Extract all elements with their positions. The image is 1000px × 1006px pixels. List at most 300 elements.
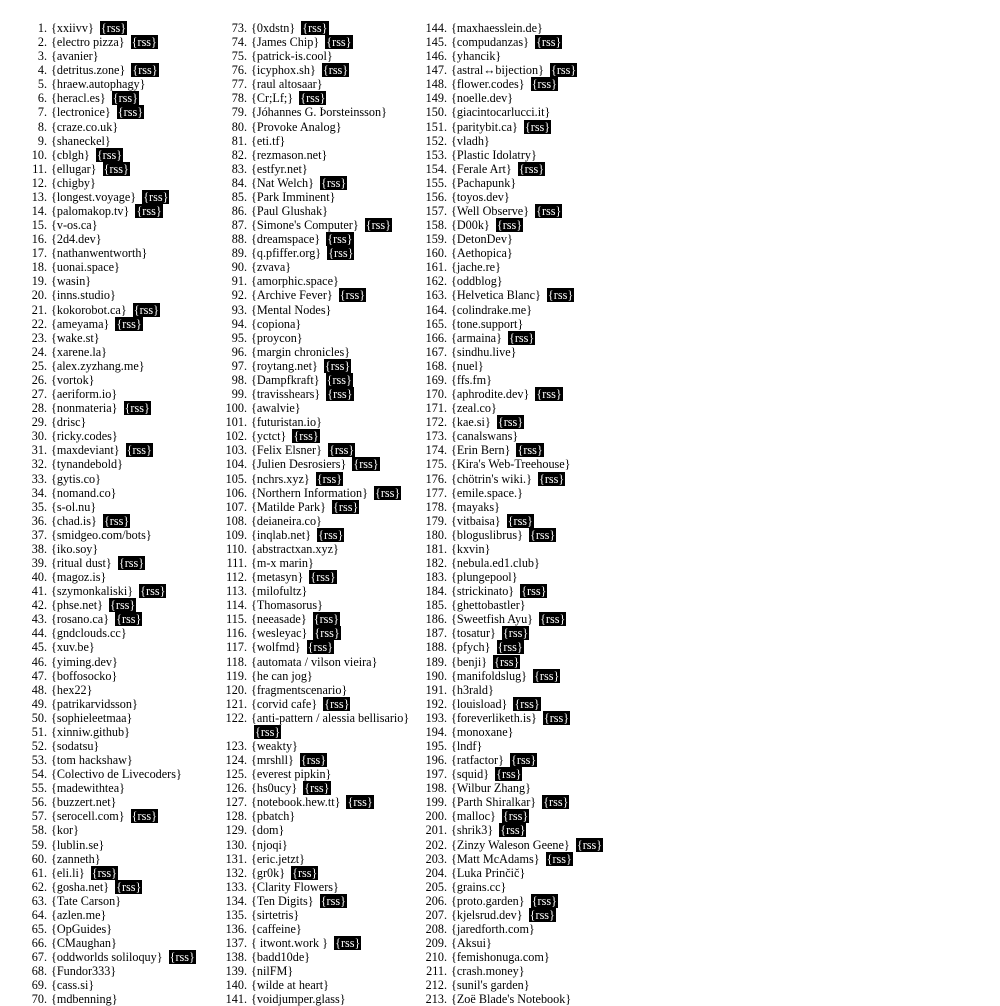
site-link[interactable]: {Wilbur Zhang} [451, 781, 531, 796]
rss-link[interactable]: {rss} [511, 753, 537, 768]
site-link[interactable]: {electro pizza} [51, 35, 125, 50]
site-link[interactable]: {Archive Fever} [251, 288, 333, 303]
site-link[interactable]: {automata / vilson vieira} [251, 654, 378, 669]
rss-link[interactable]: {rss} [131, 35, 157, 50]
rss-link[interactable]: {rss} [328, 246, 354, 261]
rss-link[interactable]: {rss} [375, 485, 401, 500]
site-link[interactable]: {manifoldslug} [451, 668, 528, 683]
site-link[interactable]: {compudanzas} [451, 35, 530, 50]
rss-link[interactable]: {rss} [524, 119, 551, 134]
site-link[interactable]: {metasyn} [251, 570, 304, 585]
site-link[interactable]: {strickinato} [451, 584, 515, 599]
rss-link[interactable]: {rss} [117, 105, 144, 120]
site-link[interactable]: {Helvetica Blanc} [451, 288, 541, 303]
site-link[interactable]: {oddblog} [451, 274, 503, 289]
rss-link[interactable]: {rss} [530, 527, 556, 542]
site-link[interactable]: {kae.si} [451, 415, 491, 430]
site-link[interactable]: {Plastic Idolatry} [451, 147, 537, 162]
rss-link[interactable]: {rss} [507, 513, 533, 528]
site-link[interactable]: {ricky.codes} [51, 429, 118, 444]
site-link[interactable]: {badd10de} [251, 950, 311, 965]
rss-link[interactable]: {rss} [538, 471, 565, 486]
site-link[interactable]: {weakty} [251, 738, 298, 753]
site-link[interactable]: {Tate Carson} [51, 893, 122, 908]
site-link[interactable]: {Paul Glushak} [251, 204, 329, 219]
rss-link[interactable]: {rss} [112, 91, 138, 106]
site-link[interactable]: {benji} [451, 654, 488, 669]
site-link[interactable]: {eric.jetzt} [251, 851, 305, 866]
site-link[interactable]: {Kira's Web-Treehouse} [451, 457, 571, 472]
rss-link[interactable]: {rss} [497, 640, 523, 655]
site-link[interactable]: {aeriform.io} [51, 387, 118, 402]
site-link[interactable]: {kokorobot.ca} [51, 302, 127, 317]
site-link[interactable]: {rezmason.net} [251, 147, 328, 162]
rss-link[interactable]: {rss} [293, 429, 319, 444]
rss-link[interactable]: {rss} [531, 893, 557, 908]
rss-link[interactable]: {rss} [540, 612, 566, 627]
site-link[interactable]: {xuv.be} [51, 640, 95, 655]
site-link[interactable]: {anti-pattern / alessia bellisario} [251, 710, 410, 725]
site-link[interactable]: {phse.net} [51, 598, 103, 613]
rss-link[interactable]: {rss} [531, 77, 557, 92]
site-link[interactable]: {madewithtea} [51, 781, 125, 796]
site-link[interactable]: {h3rald} [451, 682, 494, 697]
site-link[interactable]: {sirtetris} [251, 907, 300, 922]
site-link[interactable]: {alex.zyzhang.me} [51, 358, 145, 373]
site-link[interactable]: {deianeira.co} [251, 513, 322, 528]
list-item [220, 612, 426, 626]
site-link[interactable]: {Thomasorus} [251, 598, 323, 613]
site-link[interactable]: {roytang.net} [251, 358, 318, 373]
rss-link[interactable]: {rss} [143, 189, 169, 204]
rss-link[interactable]: {rss} [494, 654, 520, 669]
site-link[interactable]: {neeasade} [251, 612, 307, 627]
rss-link[interactable]: {rss} [316, 471, 343, 486]
site-link[interactable]: {travisshears} [251, 387, 321, 402]
site-link[interactable]: {Pachapunk} [451, 175, 517, 190]
site-link[interactable]: {proto.garden} [451, 893, 525, 908]
site-link[interactable]: {vortok} [51, 372, 95, 387]
site-link[interactable]: {ellugar} [51, 161, 97, 176]
site-link[interactable]: {kjelsrud.dev} [451, 907, 523, 922]
site-link[interactable]: {patrikarvidsson} [51, 696, 138, 711]
site-link[interactable]: {femishonuga.com} [451, 950, 550, 965]
site-link[interactable]: {Erin Bern} [451, 443, 511, 458]
site-link[interactable]: {kxvin} [451, 541, 491, 556]
rss-link[interactable]: {rss} [96, 147, 123, 162]
site-link[interactable]: {drisc} [51, 415, 87, 430]
site-link[interactable]: {amorphic.space} [251, 274, 339, 289]
site-link[interactable]: {ameyama} [51, 316, 110, 331]
site-link[interactable]: {nomand.co} [51, 485, 117, 500]
site-link[interactable]: {gr0k} [251, 865, 286, 880]
site-link[interactable]: {nathanwentworth} [51, 246, 148, 261]
site-link[interactable]: {pfych} [451, 640, 491, 655]
site-link[interactable]: {cass.si} [51, 978, 95, 993]
site-link[interactable]: {pbatch} [251, 809, 296, 824]
site-link[interactable]: {lublin.se} [51, 837, 105, 852]
site-link[interactable]: {zeal.co} [451, 401, 497, 416]
site-link[interactable]: {ritual dust} [51, 555, 112, 570]
rss-link[interactable]: {rss} [324, 696, 350, 711]
site-link[interactable]: {DetonDev} [451, 232, 513, 247]
site-link[interactable]: {Fundor333} [51, 964, 117, 979]
rss-link[interactable]: {rss} [321, 175, 347, 190]
site-link[interactable]: {CMaughan} [51, 936, 117, 951]
rss-link[interactable]: {rss} [136, 204, 162, 219]
rss-link[interactable]: {rss} [324, 358, 351, 373]
site-link[interactable]: {patrick-is.cool} [251, 49, 333, 64]
site-link[interactable]: {wolfmd} [251, 640, 301, 655]
rss-link[interactable]: {rss} [322, 63, 349, 78]
site-link[interactable]: {xxiivv} [51, 21, 94, 35]
site-link[interactable]: {everest pipkin} [251, 767, 332, 782]
site-link[interactable]: {Aksui} [451, 936, 492, 951]
site-link[interactable]: {Mental Nodes} [251, 302, 332, 317]
site-link[interactable]: {flower.codes} [451, 77, 525, 92]
site-link[interactable]: {Parth Shiralkar} [451, 795, 537, 810]
site-link[interactable]: {wilde at heart} [251, 978, 330, 993]
site-link[interactable]: {awalvie} [251, 401, 301, 416]
site-link[interactable]: {oddworlds soliloquy} [51, 950, 163, 965]
site-link[interactable]: {nonmateria} [51, 401, 118, 416]
site-link[interactable]: {monoxane} [451, 724, 514, 739]
site-link[interactable]: {kor} [51, 823, 79, 838]
site-link[interactable]: {tom hackshaw} [51, 753, 133, 768]
site-link[interactable]: {avanier} [51, 49, 99, 64]
rss-link[interactable]: {rss} [140, 584, 166, 599]
site-link[interactable]: {magoz.is} [51, 570, 107, 585]
site-link[interactable]: {inns.studio} [51, 288, 116, 303]
site-link[interactable]: {maxhaesslein.de} [451, 21, 543, 35]
site-link[interactable]: {buzzert.net} [51, 795, 117, 810]
item-number: 180. [425, 527, 447, 542]
site-link[interactable]: {proycon} [251, 330, 303, 345]
rss-link[interactable]: {rss} [302, 21, 328, 35]
site-link[interactable]: {Matilde Park} [251, 499, 326, 514]
rss-link[interactable]: {rss} [543, 795, 569, 810]
site-link[interactable]: {plungepool} [451, 570, 518, 585]
site-link[interactable]: {squid} [451, 767, 490, 782]
rss-link[interactable]: {rss} [536, 35, 562, 50]
rss-link[interactable]: {rss} [110, 598, 136, 613]
site-link[interactable]: {wake.st} [51, 330, 100, 345]
site-link[interactable]: {sodatsu} [51, 738, 100, 753]
site-link[interactable]: {yctct} [251, 429, 287, 444]
site-link[interactable]: {lndf} [451, 738, 483, 753]
site-link[interactable]: {icyphox.sh} [251, 63, 316, 78]
site-link[interactable]: {nchrs.xyz} [251, 471, 310, 486]
site-link[interactable]: {q.pfiffer.org} [251, 246, 322, 261]
rss-link[interactable]: {rss} [328, 443, 355, 458]
site-link[interactable]: {Well Observe} [451, 204, 530, 219]
rss-link[interactable]: {rss} [521, 584, 547, 599]
rss-link[interactable]: {rss} [502, 809, 529, 824]
site-link[interactable]: {yiming.dev} [51, 654, 118, 669]
rss-link[interactable]: {rss} [347, 795, 373, 810]
site-link[interactable]: {Nat Welch} [251, 175, 314, 190]
site-link[interactable]: {eli.li} [51, 865, 85, 880]
site-link[interactable]: {Ferale Art} [451, 161, 512, 176]
site-link[interactable]: {chigby} [51, 175, 96, 190]
rss-link[interactable]: {rss} [502, 626, 529, 641]
item-body [447, 612, 566, 626]
rss-link[interactable]: {rss} [536, 204, 562, 219]
site-link[interactable]: {vitbaisa} [451, 513, 501, 528]
site-link[interactable]: {noelle.dev} [451, 91, 514, 106]
site-link[interactable]: {OpGuides} [51, 922, 113, 936]
rss-link[interactable]: {rss} [576, 837, 603, 852]
site-link[interactable]: {ratfactor} [451, 753, 504, 768]
site-link[interactable]: {copiona} [251, 316, 302, 331]
site-link[interactable]: {sindhu.live} [451, 344, 517, 359]
site-link[interactable]: {boffosocko} [51, 668, 118, 683]
site-link[interactable]: { itwont.work } [251, 936, 329, 951]
rss-link[interactable]: {rss} [550, 63, 577, 78]
site-link[interactable]: {hraew.autophagy} [51, 77, 146, 92]
rss-link[interactable]: {rss} [335, 936, 361, 951]
site-link[interactable]: {zvava} [251, 260, 292, 275]
site-link[interactable]: {shaneckel} [51, 133, 111, 148]
site-link[interactable]: {Felix Elsner} [251, 443, 322, 458]
site-link[interactable]: {gytis.co} [51, 471, 101, 486]
site-link[interactable]: {raul altosaar} [251, 77, 323, 92]
rss-link[interactable]: {rss} [91, 865, 117, 880]
rss-link[interactable]: {rss} [116, 612, 142, 627]
site-link[interactable]: {futuristan.io} [251, 415, 322, 430]
site-link[interactable]: {smidgeo.com/bots} [51, 527, 152, 542]
site-link[interactable]: {D00k} [451, 218, 490, 233]
rss-link[interactable]: {rss} [318, 527, 344, 542]
rss-link[interactable]: {rss} [327, 232, 353, 247]
rss-link[interactable]: {rss} [496, 218, 523, 233]
site-link[interactable]: {detritus.zone} [51, 63, 126, 78]
site-link[interactable]: {voidjumper.glass} [251, 992, 346, 1006]
rss-link[interactable]: {rss} [353, 457, 379, 472]
site-link[interactable]: {jaredforth.com} [451, 922, 535, 936]
site-link[interactable]: {bloguslibrus} [451, 527, 523, 542]
rss-link[interactable]: {rss} [116, 316, 142, 331]
site-link[interactable]: {mayaks} [451, 499, 500, 514]
site-link[interactable]: {njoqi} [251, 837, 288, 852]
site-link[interactable]: {chötrin's wiki.} [451, 471, 532, 486]
rss-link[interactable]: {rss} [131, 809, 157, 824]
site-link[interactable]: {tone.support} [451, 316, 524, 331]
site-link[interactable]: {Zinzy Waleson Geene} [451, 837, 570, 852]
site-link[interactable]: {giacintocarlucci.it} [451, 105, 551, 120]
site-link[interactable]: {serocell.com} [51, 809, 125, 824]
site-link[interactable]: {Dampfkraft} [251, 372, 320, 387]
site-link[interactable]: {armaina} [451, 330, 502, 345]
rss-link[interactable]: {rss} [536, 387, 562, 402]
rss-link[interactable]: {rss} [365, 218, 391, 233]
site-link[interactable]: {colindrake.me} [451, 302, 533, 317]
site-link[interactable]: {Sweetfish Ayu} [451, 612, 534, 627]
rss-link[interactable]: {rss} [304, 781, 330, 796]
site-link[interactable]: {yhancik} [451, 49, 502, 64]
rss-link[interactable]: {rss} [514, 696, 540, 711]
site-link[interactable]: {nilFM} [251, 964, 294, 979]
site-link[interactable]: {ghettobastler} [451, 598, 526, 613]
site-link[interactable]: {Clarity Flowers} [251, 879, 339, 894]
site-link[interactable]: {jache.re} [451, 260, 501, 275]
rss-link[interactable]: {rss} [496, 767, 522, 782]
rss-link[interactable]: {rss} [534, 668, 560, 683]
site-link[interactable]: {mdbenning} [51, 992, 118, 1006]
site-link[interactable]: {uonai.space} [51, 260, 120, 275]
rss-link[interactable]: {rss} [497, 415, 524, 430]
site-link[interactable]: {heracl.es} [51, 91, 106, 106]
rss-link[interactable]: {rss} [326, 372, 352, 387]
site-link[interactable]: {craze.co.uk} [51, 119, 119, 134]
site-link[interactable]: {grains.cc} [451, 879, 507, 894]
site-link[interactable]: {nuel} [451, 358, 484, 373]
site-link[interactable]: {Ten Digits} [251, 893, 314, 908]
rss-link[interactable]: {rss} [100, 21, 127, 35]
rss-link[interactable]: {rss} [333, 499, 359, 514]
rss-link[interactable]: {rss} [509, 330, 535, 345]
site-link[interactable]: {estfyr.net} [251, 161, 308, 176]
item-body [447, 232, 513, 246]
site-link[interactable]: {hex22} [51, 682, 93, 697]
rss-link[interactable]: {rss} [314, 626, 340, 641]
rss-link[interactable]: {rss} [546, 851, 572, 866]
site-link[interactable]: {zanneth} [51, 851, 101, 866]
rss-link[interactable]: {rss} [116, 879, 142, 894]
site-link[interactable]: {sophieleetmaa} [51, 710, 133, 725]
site-link[interactable]: {corvid cafe} [251, 696, 318, 711]
site-link[interactable]: {fragmentscenario} [251, 682, 348, 697]
rss-link[interactable]: {rss} [300, 753, 327, 768]
site-link[interactable]: {toyos.dev} [451, 189, 510, 204]
rss-link[interactable]: {rss} [320, 893, 346, 908]
site-link[interactable]: {astral↔bijection} [451, 63, 544, 78]
list-item [20, 640, 216, 654]
site-link[interactable]: {ffs.fm} [451, 372, 492, 387]
rss-link[interactable]: {rss} [126, 443, 152, 458]
rss-link[interactable]: {rss} [518, 161, 545, 176]
site-link[interactable]: {he can jog} [251, 668, 313, 683]
site-link[interactable]: {wasin} [51, 274, 92, 289]
rss-link[interactable]: {rss} [169, 950, 195, 965]
rss-link[interactable]: {rss} [300, 91, 326, 106]
site-link[interactable]: {v-os.ca} [51, 218, 98, 233]
site-link[interactable]: {cblgh} [51, 147, 90, 162]
rss-link[interactable]: {rss} [133, 302, 159, 317]
rss-link[interactable]: {rss} [103, 513, 130, 528]
rss-link[interactable]: {rss} [310, 570, 336, 585]
site-link[interactable]: {foreverliketh.is} [451, 710, 537, 725]
site-link[interactable]: {dom} [251, 823, 285, 838]
rss-link[interactable]: {rss} [292, 865, 318, 880]
rss-link[interactable]: {rss} [132, 63, 158, 78]
site-link[interactable]: {dreamspace} [251, 232, 321, 247]
site-link[interactable]: {notebook.hew.tt} [251, 795, 341, 810]
site-link[interactable]: {2d4.dev} [51, 232, 102, 247]
rss-link[interactable]: {rss} [124, 401, 150, 416]
rss-link[interactable]: {rss} [327, 387, 353, 402]
rss-link[interactable]: {rss} [255, 724, 281, 739]
site-link[interactable]: {Luka Prinčič} [451, 865, 526, 880]
site-link[interactable]: {malloc} [451, 809, 496, 824]
site-link[interactable]: {palomakop.tv} [51, 204, 130, 219]
site-link[interactable]: {aphrodite.dev} [451, 387, 530, 402]
site-link[interactable]: {Matt McAdams} [451, 851, 540, 866]
site-link[interactable]: {caffeine} [251, 922, 302, 936]
rss-link[interactable]: {rss} [517, 443, 543, 458]
site-link[interactable]: {m-x marin} [251, 555, 314, 570]
rss-link[interactable]: {rss} [118, 555, 145, 570]
site-link[interactable]: {azlen.me} [51, 907, 107, 922]
site-link[interactable]: {eti.tf} [251, 133, 286, 148]
site-link[interactable]: {Park Imminent} [251, 189, 336, 204]
site-link[interactable]: {Simone's Computer} [251, 218, 359, 233]
site-link[interactable]: {abstractxan.xyz} [251, 541, 339, 556]
rss-link[interactable]: {rss} [547, 288, 574, 303]
site-link[interactable]: {maxdeviant} [51, 443, 120, 458]
site-link[interactable]: {iko.soy} [51, 541, 99, 556]
site-link[interactable]: {margin chronicles} [251, 344, 351, 359]
site-link[interactable]: {tosatur} [451, 626, 496, 641]
site-link[interactable]: {louisload} [451, 696, 508, 711]
site-link[interactable]: {gndclouds.cc} [51, 626, 127, 641]
site-link[interactable]: {0xdstn} [251, 21, 296, 35]
site-link[interactable]: {xinniw.github} [51, 724, 130, 739]
site-link[interactable]: {hs0ucy} [251, 781, 298, 796]
site-link[interactable]: {wesleyac} [251, 626, 308, 641]
site-link[interactable]: {mrshll} [251, 753, 294, 768]
rss-link[interactable]: {rss} [307, 640, 333, 655]
item-number: 172. [425, 415, 447, 430]
site-link[interactable]: {Zoë Blade's Notebook} [451, 992, 572, 1006]
site-link[interactable]: {James Chip} [251, 35, 320, 50]
site-link[interactable]: {sunil's garden} [451, 978, 530, 993]
rss-link[interactable]: {rss} [326, 35, 352, 50]
site-link[interactable]: {Cr;Lf;} [251, 91, 294, 106]
site-link[interactable]: {shrik3} [451, 823, 494, 838]
site-link[interactable]: {vladh} [451, 133, 490, 148]
site-link[interactable]: {longest.voyage} [51, 189, 137, 204]
site-link[interactable]: {inqlab.net} [251, 527, 312, 542]
site-link[interactable]: {Aethopica} [451, 246, 513, 261]
site-link[interactable]: {paritybit.ca} [451, 119, 518, 134]
rss-link[interactable]: {rss} [500, 823, 526, 838]
site-link[interactable]: {gosha.net} [51, 879, 110, 894]
rss-link[interactable]: {rss} [529, 907, 555, 922]
site-link[interactable]: {rosano.ca} [51, 612, 110, 627]
site-link[interactable]: {crash.money} [451, 964, 525, 979]
rss-link[interactable]: {rss} [103, 161, 129, 176]
site-link[interactable]: {Provoke Analog} [251, 119, 342, 134]
rss-link[interactable]: {rss} [543, 710, 570, 725]
site-link[interactable]: {Jóhannes G. Þorsteinsson} [251, 105, 387, 120]
site-link[interactable]: {xarene.la} [51, 344, 108, 359]
site-link[interactable]: {szymonkaliski} [51, 584, 134, 599]
site-link[interactable]: {s-ol.nu} [51, 499, 97, 514]
site-link[interactable]: {Colectivo de Livecoders} [51, 767, 182, 782]
site-link[interactable]: {canalswans} [451, 429, 519, 444]
site-link[interactable]: {lectronice} [51, 105, 111, 120]
rss-link[interactable]: {rss} [313, 612, 339, 627]
site-link[interactable]: {chad.is} [51, 513, 97, 528]
site-link[interactable]: {milofultz} [251, 584, 308, 599]
site-link[interactable]: {nebula.ed1.club} [451, 555, 540, 570]
site-link[interactable]: {emile.space.} [451, 485, 523, 500]
site-link[interactable]: {Northern Information} [251, 485, 368, 500]
site-link[interactable]: {tynandebold} [51, 457, 123, 472]
rss-link[interactable]: {rss} [339, 288, 366, 303]
site-link[interactable]: {Julien Desrosiers} [251, 457, 347, 472]
